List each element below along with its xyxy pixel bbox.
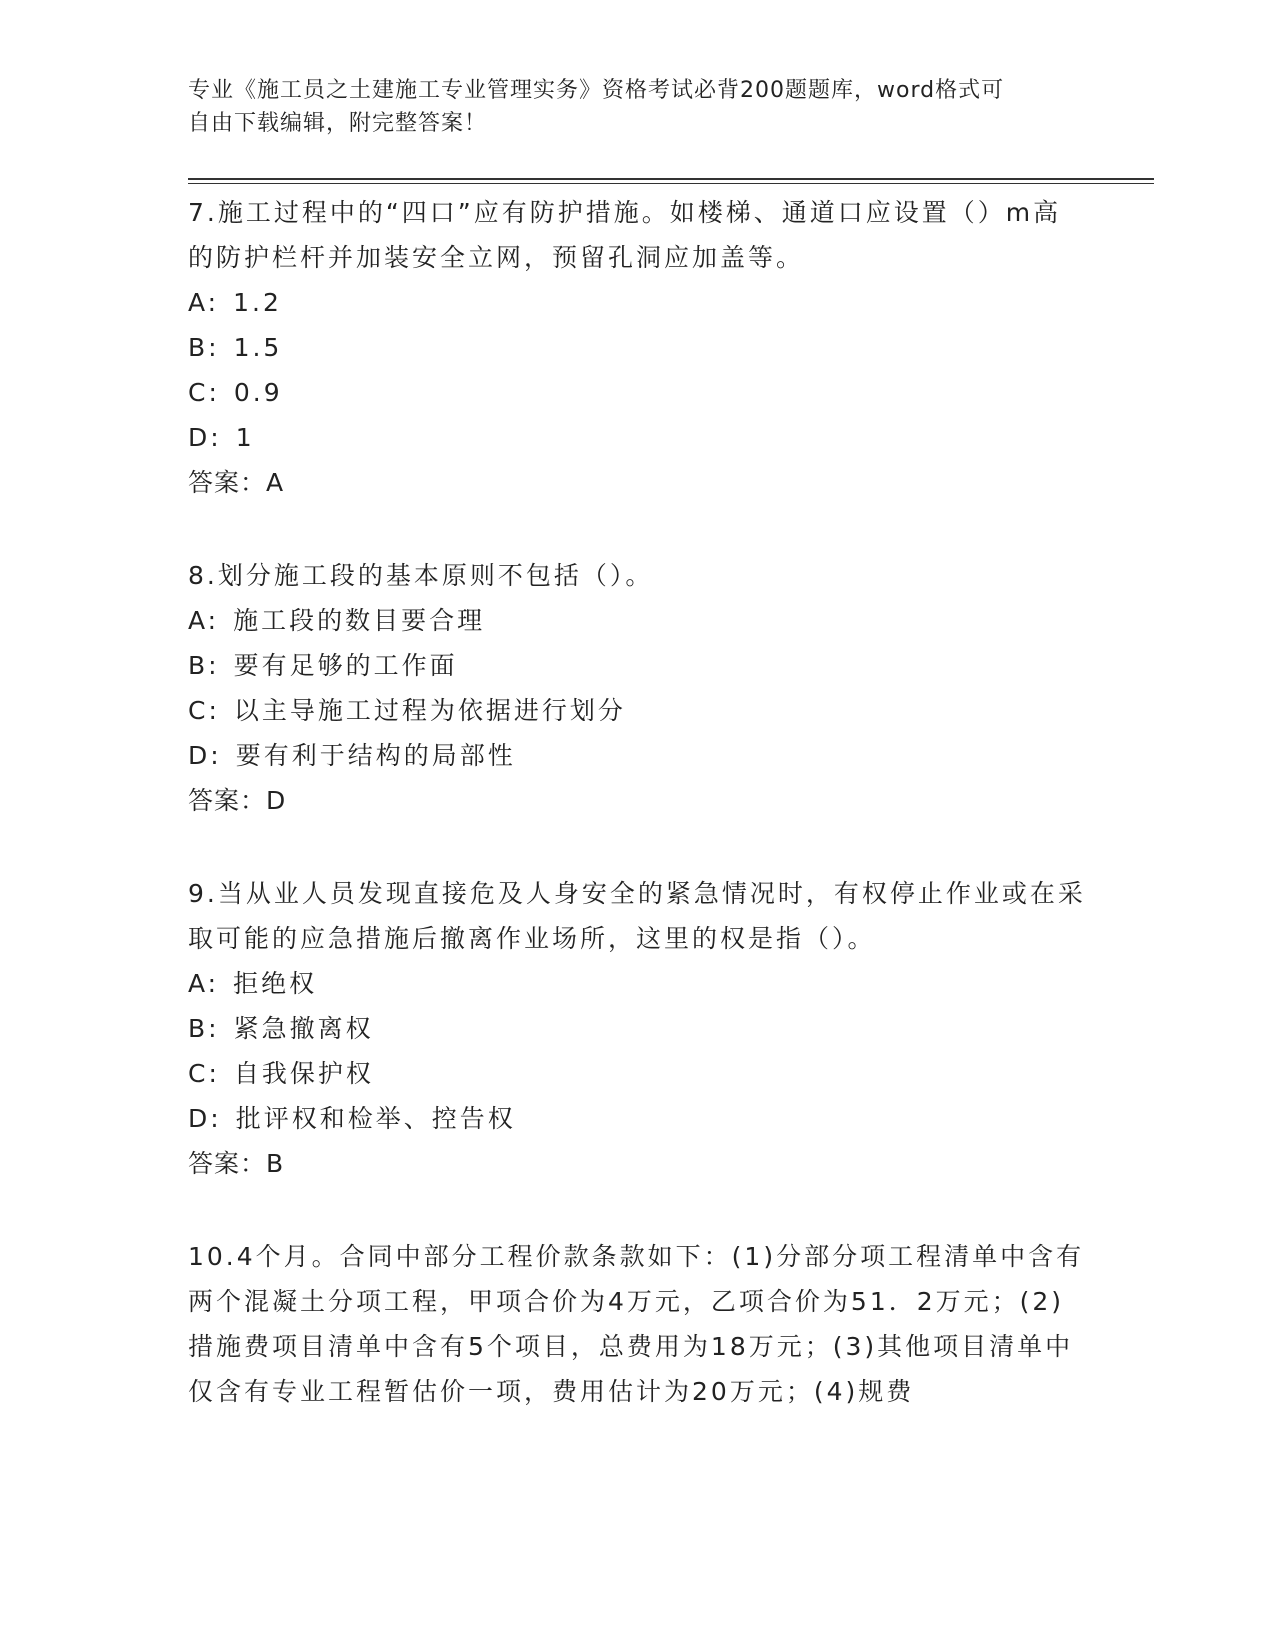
option-key: D:	[188, 1104, 222, 1133]
option-text: 0.9	[233, 378, 283, 407]
option-b	[188, 325, 1088, 370]
option-key: D:	[188, 423, 222, 452]
option-key: D:	[188, 741, 222, 770]
option-b	[188, 643, 1088, 688]
option-c	[188, 370, 1088, 415]
option-a	[188, 280, 1088, 325]
option-key: C:	[188, 378, 220, 407]
option-c	[188, 688, 1088, 733]
option-d	[188, 415, 1088, 460]
question-stem: 10.4个月。合同中部分工程价款条款如下：(1)分部分项工程清单中含有两个混凝土分项工程，甲项合价为4万元，乙项合价为51．2万元；(2)措施费项目清单中含有5个项目，总费用为18万元；(3)其他项目清单中仅含有专业工程暂估价一项，费用估计为20万元；(4)规费	[188, 1242, 1085, 1406]
option-key: A:	[188, 606, 220, 635]
option-key: C:	[188, 696, 220, 725]
option-a	[188, 598, 1088, 643]
option-text: 1.5	[233, 333, 283, 362]
option-key: A:	[188, 969, 220, 998]
answer-line: 答案：A	[188, 468, 285, 497]
option-text: 自我保护权	[233, 1059, 374, 1088]
question-stem: 7.施工过程中的“四口”应有防护措施。如楼梯、通道口应设置（）m高的防护栏杆并加装安全立网，预留孔洞应加盖等。	[188, 198, 1062, 272]
question-stem: 9.当从业人员发现直接危及人身安全的紧急情况时，有权停止作业或在采取可能的应急措施后撤离作业场所，这里的权是指（）。	[188, 879, 1086, 953]
option-text: 紧急撤离权	[233, 1014, 374, 1043]
option-b	[188, 1006, 1088, 1051]
option-text: 施工段的数目要合理	[233, 606, 486, 635]
option-text: 批评权和检举、控告权	[235, 1104, 516, 1133]
answer-line: 答案：B	[188, 1149, 285, 1178]
header-divider-thin	[188, 183, 1154, 184]
option-text: 1	[235, 423, 255, 452]
option-c	[188, 1051, 1088, 1096]
option-key: B:	[188, 333, 220, 362]
question-9	[188, 871, 1088, 1186]
option-key: A:	[188, 288, 220, 317]
header-line-2: 自由下载编辑，附完整答案！	[188, 111, 488, 136]
document-header	[188, 74, 1088, 140]
option-key: B:	[188, 651, 220, 680]
option-key: C:	[188, 1059, 220, 1088]
header-line-1: 专业《施工员之土建施工专业管理实务》资格考试必背200题题库，word格式可	[188, 78, 1005, 103]
question-7	[188, 190, 1088, 505]
header-divider-thick	[188, 178, 1154, 180]
question-stem: 8.划分施工段的基本原则不包括（）。	[188, 561, 654, 590]
question-list	[188, 190, 1088, 1462]
option-text: 要有足够的工作面	[233, 651, 458, 680]
option-text: 1.2	[233, 288, 282, 317]
option-text: 要有利于结构的局部性	[235, 741, 516, 770]
option-d	[188, 1096, 1088, 1141]
option-key: B:	[188, 1014, 220, 1043]
option-text: 以主导施工过程为依据进行划分	[233, 696, 626, 725]
option-d	[188, 733, 1088, 778]
option-text: 拒绝权	[233, 969, 318, 998]
question-8	[188, 553, 1088, 823]
answer-line: 答案：D	[188, 786, 287, 815]
option-a	[188, 961, 1088, 1006]
question-10	[188, 1234, 1088, 1414]
